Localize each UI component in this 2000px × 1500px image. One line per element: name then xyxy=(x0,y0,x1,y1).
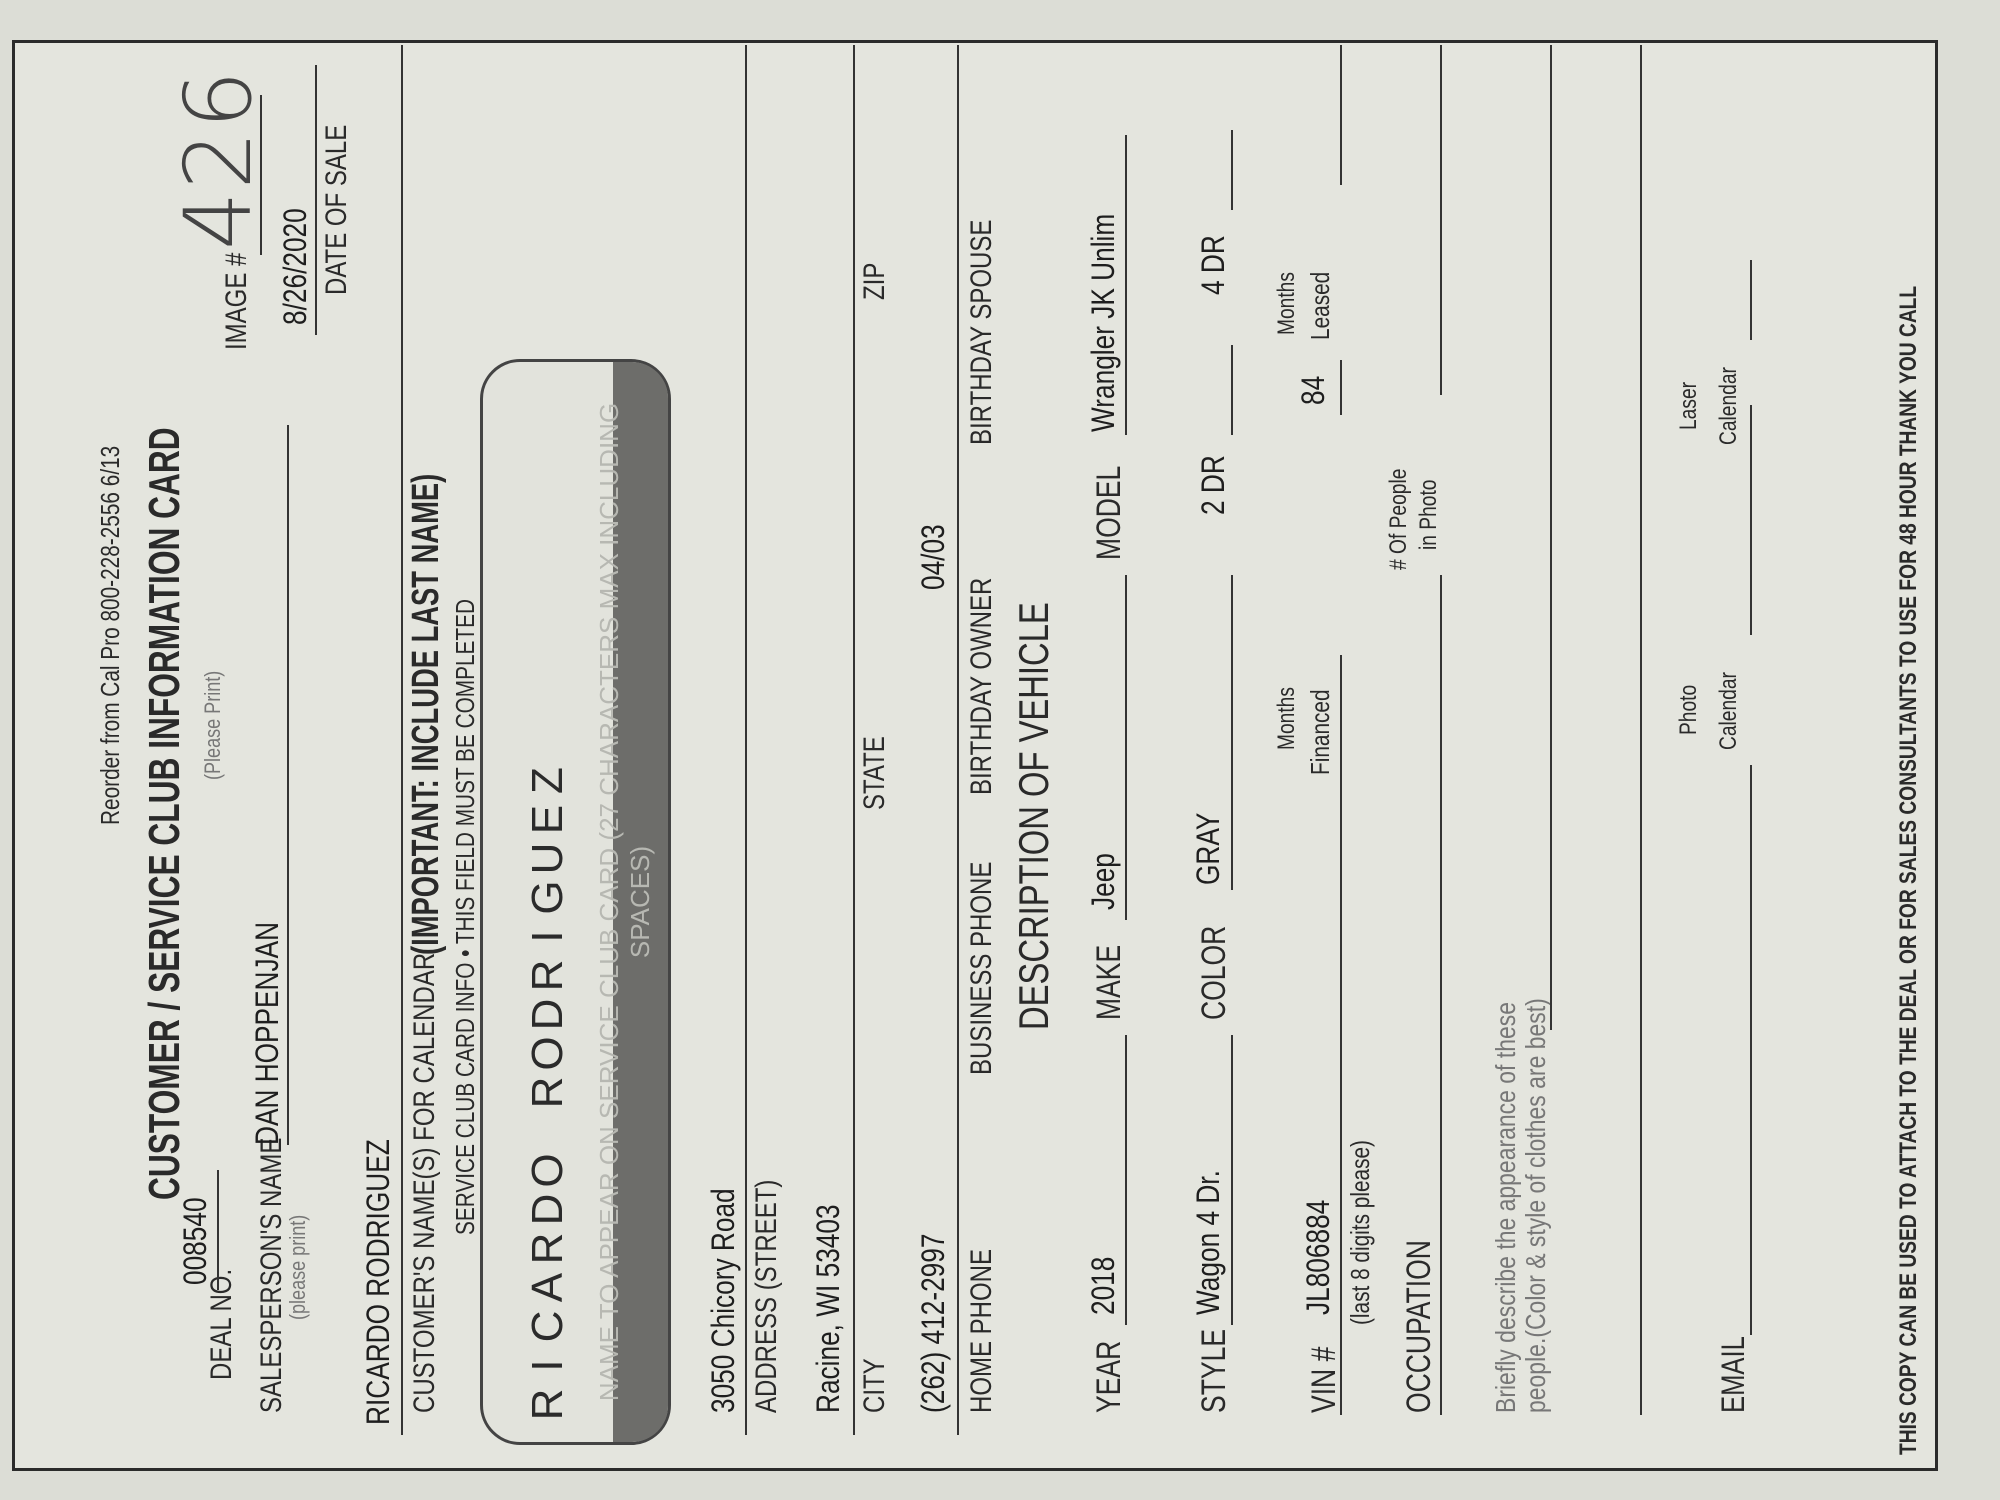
year-value: 2018 xyxy=(1085,1256,1121,1315)
birthday-spouse-label: BIRTHDAY SPOUSE xyxy=(965,219,998,445)
describe-line xyxy=(1550,45,1552,1030)
card-letter: R xyxy=(523,1232,572,1265)
leased-line xyxy=(1340,360,1342,415)
two-door-label: 2 DR xyxy=(1195,455,1231,515)
card-letter: O xyxy=(523,1153,572,1188)
service-card-note: SERVICE CLUB CARD INFO • THIS FIELD MUST BE COMPLETED xyxy=(450,598,480,1235)
people-photo-bottom: in Photo xyxy=(1415,479,1442,550)
home-phone-value: (262) 412-2997 xyxy=(915,1233,951,1413)
birthday-owner-label: BIRTHDAY OWNER xyxy=(965,577,998,795)
card-letter: U xyxy=(523,842,572,875)
salesperson-line xyxy=(287,425,289,1145)
laser-line xyxy=(1750,260,1752,340)
model-value: Wrangler JK Unlim xyxy=(1085,213,1121,432)
footer-note: THIS COPY CAN BE USED TO ATTACH TO THE DEAL OR FOR SALES CONSULTANTS TO USE FOR 48 HOUR THANK YOU CALL xyxy=(1895,285,1922,1455)
make-value: Jeep xyxy=(1085,853,1121,910)
leased-end-line xyxy=(1340,45,1342,185)
service-card-field xyxy=(480,359,671,1445)
people-photo-top: # Of People xyxy=(1385,468,1412,570)
vin-label: VIN # xyxy=(1305,1346,1343,1413)
card-letter: Z xyxy=(523,767,572,794)
form-content xyxy=(15,50,1935,1475)
card-letter: D xyxy=(523,998,572,1031)
style-value: Wagon 4 Dr. xyxy=(1190,1170,1226,1315)
four-door-line xyxy=(1231,130,1233,210)
deal-no-line xyxy=(217,1170,219,1290)
two-door-line xyxy=(1231,345,1233,435)
service-card-band xyxy=(594,362,668,1442)
make-label: MAKE xyxy=(1090,944,1128,1020)
color-value: GRAY xyxy=(1190,812,1226,885)
date-line xyxy=(315,65,317,335)
months-leased-value: 84 xyxy=(1295,375,1331,405)
salesperson-note: (please print) xyxy=(285,1214,310,1320)
year-label: YEAR xyxy=(1090,1340,1128,1413)
image-number: 426 xyxy=(165,68,272,250)
laser-calendar-top: Laser xyxy=(1675,381,1702,430)
months-leased-bottom: Leased xyxy=(1305,271,1335,340)
vin-note: (last 8 digits please) xyxy=(1345,1140,1375,1325)
email-label: EMAIL xyxy=(1715,1336,1751,1413)
photo-line xyxy=(1750,405,1752,635)
describe-line-2: people.(Color & style of clothes are best) xyxy=(1520,998,1551,1413)
make-line xyxy=(1125,575,1127,920)
describe-line-1: Briefly describe the appearance of these xyxy=(1490,1002,1521,1413)
image-number-line xyxy=(260,95,262,255)
describe-extra-line xyxy=(1640,45,1642,1415)
state-label: STATE xyxy=(858,736,891,810)
reorder-text: Reorder from Cal Pro 800-228-2556 6/13 xyxy=(95,445,125,825)
color-line xyxy=(1231,575,1233,890)
laser-calendar-bottom: Calendar xyxy=(1715,367,1742,445)
home-phone-label: HOME PHONE xyxy=(965,1248,998,1413)
card-letter: O xyxy=(523,1036,572,1071)
vin-value: JL806884 xyxy=(1300,1199,1336,1315)
birthday-owner-value: 04/03 xyxy=(915,524,951,590)
customer-name-value: RICARDO RODRIGUEZ xyxy=(360,1139,396,1425)
date-of-sale-value: 8/26/2020 xyxy=(277,208,313,325)
date-of-sale-label: DATE OF SALE xyxy=(320,124,353,295)
form-title: CUSTOMER / SERVICE CLUB INFORMATION CARD xyxy=(140,427,189,1200)
address-line xyxy=(745,45,747,1435)
people-line xyxy=(1440,45,1442,395)
photo-calendar-top: Photo xyxy=(1675,684,1702,735)
model-label: MODEL xyxy=(1090,465,1128,560)
card-letter: D xyxy=(523,1193,572,1226)
occupation-label: OCCUPATION xyxy=(1400,1240,1438,1413)
salesperson-label: SALESPERSON'S NAME xyxy=(255,1137,288,1413)
please-print-note: (Please Print) xyxy=(200,670,225,780)
four-door-label: 4 DR xyxy=(1195,235,1231,295)
card-letter: I xyxy=(523,1359,572,1372)
color-label: COLOR xyxy=(1195,925,1233,1020)
financed-line xyxy=(1340,655,1342,1035)
service-card-letters xyxy=(523,761,573,1424)
deal-no-label: DEAL NO. xyxy=(205,1268,238,1380)
months-leased-top: Months xyxy=(1273,272,1300,335)
card-letter: R xyxy=(523,959,572,992)
business-phone-label: BUSINESS PHONE xyxy=(965,861,998,1075)
image-number-label: IMAGE # xyxy=(220,252,253,350)
months-financed-top: Months xyxy=(1273,687,1300,750)
card-letter: C xyxy=(523,1310,572,1343)
vin-line xyxy=(1340,1035,1342,1415)
salesperson-value: DAN HOPPENJAN xyxy=(249,921,285,1145)
model-line xyxy=(1125,135,1127,435)
card-letter: A xyxy=(523,1272,572,1303)
service-card-band-text: NAME TO APPEAR ON SERVICE CLUB CARD (27 CHARACTERS MAX INCLUDING SPACES) xyxy=(594,402,655,1402)
style-label: STYLE xyxy=(1195,1328,1233,1413)
info-card xyxy=(12,40,1938,1471)
deal-no-value: 008540 xyxy=(177,1197,213,1285)
customer-name-label: CUSTOMER'S NAME(S) FOR CALENDAR xyxy=(408,952,441,1413)
card-letter: R xyxy=(523,1076,572,1109)
photo-calendar-bottom: Calendar xyxy=(1715,672,1742,750)
important-note: (IMPORTANT: INCLUDE LAST NAME) xyxy=(405,473,447,955)
vehicle-heading: DESCRIPTION OF VEHICLE xyxy=(1010,602,1057,1030)
phone-line xyxy=(957,45,959,1435)
address-label: ADDRESS (STREET) xyxy=(750,1179,783,1413)
city-label: CITY xyxy=(858,1358,891,1413)
occupation-line xyxy=(1440,575,1442,1415)
card-letter: I xyxy=(523,930,572,943)
address-value: 3050 Chicory Road xyxy=(705,1188,741,1413)
card-letter: G xyxy=(523,880,572,915)
city-line xyxy=(853,45,855,1435)
card-letter: E xyxy=(523,804,572,835)
year-line xyxy=(1125,1035,1127,1325)
card-letter: R xyxy=(523,1388,572,1421)
email-line xyxy=(1750,765,1752,1335)
city-value: Racine, WI 53403 xyxy=(810,1204,846,1413)
months-financed-bottom: Financed xyxy=(1305,689,1335,775)
style-line xyxy=(1231,1035,1233,1325)
customer-line xyxy=(401,45,403,1435)
zip-label: ZIP xyxy=(858,262,891,300)
